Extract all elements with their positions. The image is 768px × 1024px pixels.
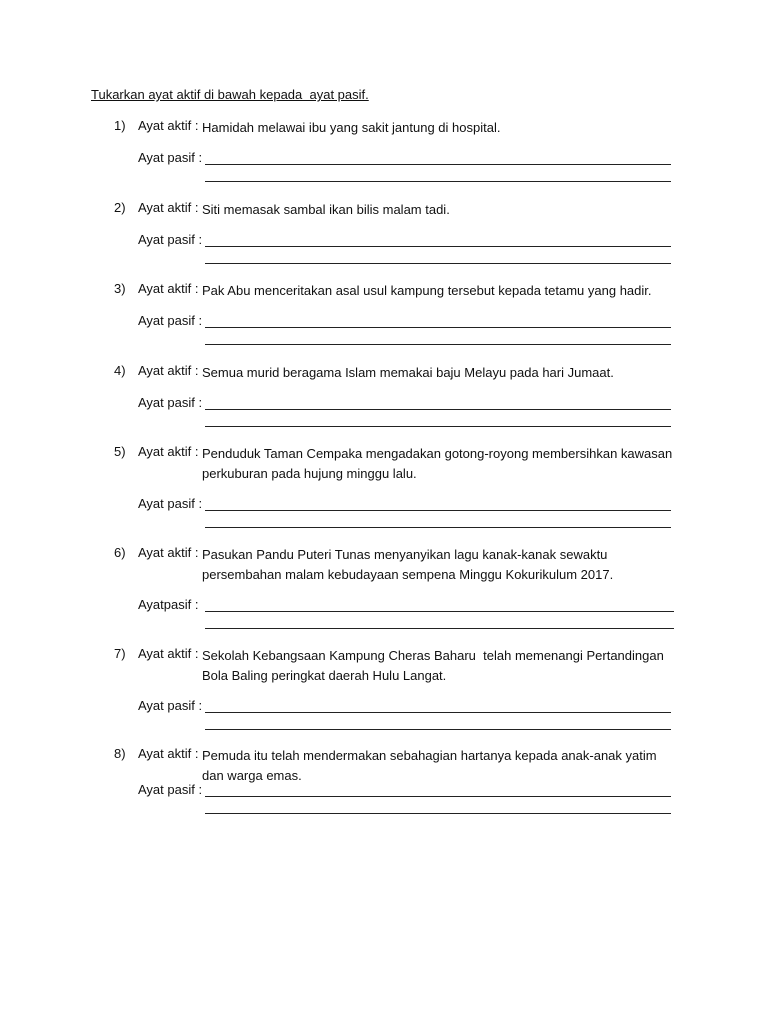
question-number: 7) [114,646,126,661]
passive-label: Ayat pasif : [138,698,203,713]
passive-label: Ayat pasif : [138,395,203,410]
answer-line[interactable] [205,813,671,814]
question-number: 8) [114,746,126,761]
active-label: Ayat aktif : [138,200,199,215]
question-number: 4) [114,363,126,378]
passive-label: Ayat pasif : [138,150,203,165]
active-sentence: Pasukan Pandu Puteri Tunas menyanyikan lagu kanak-kanak sewaktu persembahan malam kebudayaan sempena Minggu Kokurikulum 2017. [202,547,614,582]
worksheet-instruction: Tukarkan ayat aktif di bawah kepada ayat pasif. [91,87,369,102]
answer-line[interactable] [205,796,671,797]
answer-line[interactable] [205,628,674,629]
question-number: 5) [114,444,126,459]
active-sentence: Siti memasak sambal ikan bilis malam tadi. [202,202,450,217]
active-sentence: Sekolah Kebangsaan Kampung Cheras Baharu telah memenangi Pertandingan Bola Baling peringkat daerah Hulu Langat. [202,648,664,683]
active-label: Ayat aktif : [138,281,199,296]
active-sentence: Semua murid beragama Islam memakai baju Melayu pada hari Jumaat. [202,365,614,380]
active-label: Ayat aktif : [138,444,199,459]
active-label: Ayat aktif : [138,646,199,661]
answer-line[interactable] [205,344,671,345]
active-sentence: Pemuda itu telah mendermakan sebahagian hartanya kepada anak-anak yatim dan warga emas. [202,748,657,783]
answer-line[interactable] [205,164,671,165]
active-label: Ayat aktif : [138,746,199,761]
answer-line[interactable] [205,510,671,511]
answer-line[interactable] [205,246,671,247]
answer-line[interactable] [205,729,671,730]
passive-label: Ayat pasif : [138,232,203,247]
active-label: Ayat aktif : [138,545,199,560]
passive-label: Ayat pasif : [138,496,203,511]
question-number: 6) [114,545,126,560]
question-number: 2) [114,200,126,215]
question-number: 3) [114,281,126,296]
answer-line[interactable] [205,181,671,182]
active-sentence: Penduduk Taman Cempaka mengadakan gotong-royong membersihkan kawasan perkuburan pada hujung minggu lalu. [202,446,673,481]
active-sentence: Pak Abu menceritakan asal usul kampung tersebut kepada tetamu yang hadir. [202,283,652,298]
answer-line[interactable] [205,611,674,612]
active-sentence: Hamidah melawai ibu yang sakit jantung di hospital. [202,120,501,135]
passive-label: Ayatpasif : [138,597,199,612]
answer-line[interactable] [205,527,671,528]
answer-line[interactable] [205,409,671,410]
answer-line[interactable] [205,327,671,328]
question-number: 1) [114,118,126,133]
passive-label: Ayat pasif : [138,313,203,328]
answer-line[interactable] [205,263,671,264]
passive-label: Ayat pasif : [138,782,203,797]
answer-line[interactable] [205,426,671,427]
answer-line[interactable] [205,712,671,713]
active-label: Ayat aktif : [138,118,199,133]
active-label: Ayat aktif : [138,363,199,378]
